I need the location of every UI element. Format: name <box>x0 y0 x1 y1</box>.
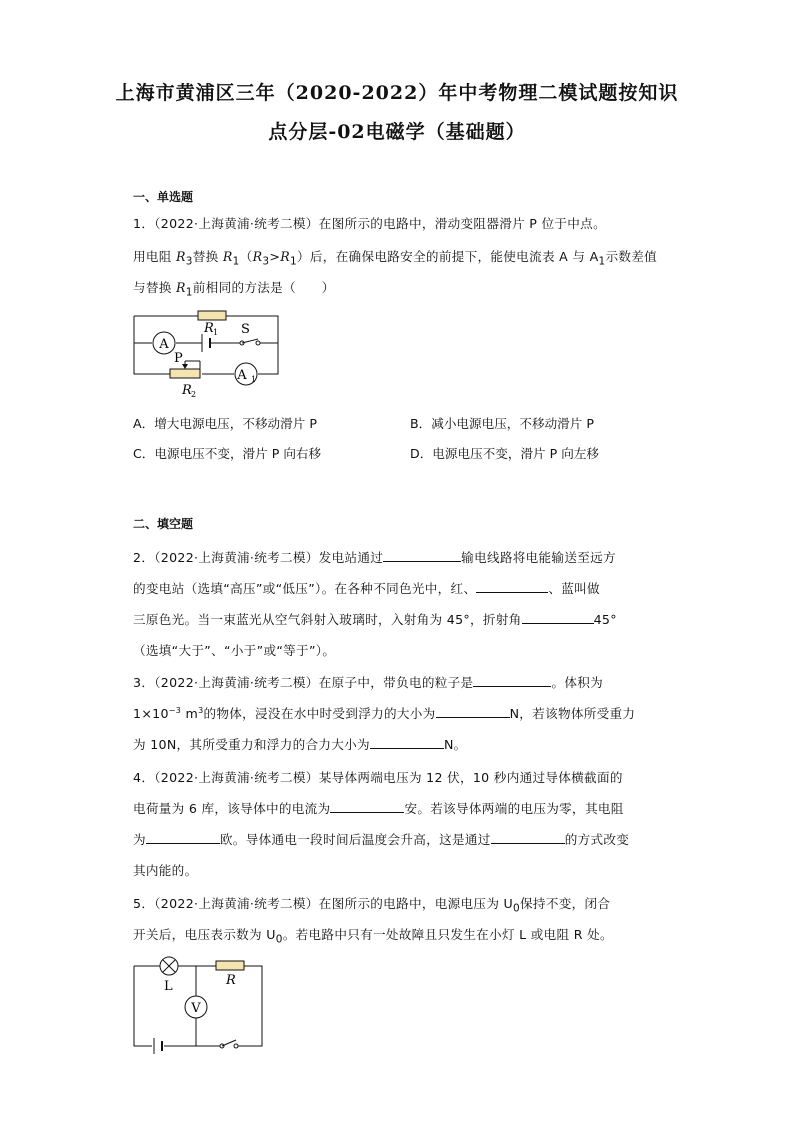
q5-line2: 开关后，电压表示数为 $U_0$。若电路中只有一处故障且只发生在小灯 L 或电阻 R 处。 <box>133 927 613 946</box>
q3-blank-2[interactable] <box>436 706 510 718</box>
q5-line1: 5．（2022·上海黄浦·统考二模）在图所示的电路中，电源电压为 $U_0$保持不变，闭合 <box>133 896 611 915</box>
q2-blank-3[interactable] <box>522 612 594 624</box>
switch-contact-right <box>234 1044 238 1048</box>
r1-label: R <box>204 321 214 336</box>
doc-title-line1: 上海市黄浦区三年（2020-2022）年中考物理二模试题按知识 <box>115 82 679 104</box>
r1-label-sub: 1 <box>213 328 219 337</box>
switch-label: S <box>241 322 250 337</box>
r2-label: R <box>182 383 192 398</box>
lamp-label: L <box>164 979 173 994</box>
resistor-r <box>216 961 244 970</box>
ammeter-a1-label: A <box>237 368 247 383</box>
slider-label: P <box>174 351 183 366</box>
r2-label-sub: 2 <box>191 390 197 398</box>
q5-circuit-diagram <box>130 952 270 1056</box>
q2-line3: 三原色光。当一束蓝光从空气斜射入玻璃时，入射角为 45°，折射角 45° <box>133 612 617 627</box>
section-fill-blank: 二、填空题 <box>133 517 194 531</box>
q4-blank-3[interactable] <box>491 832 565 844</box>
q1-option-d[interactable]: D．电源电压不变，滑片 P 向左移 <box>410 446 600 461</box>
resistor-r2 <box>170 369 200 378</box>
voltmeter-label: V <box>191 1001 201 1016</box>
ammeter-a1-sub: 1 <box>251 375 257 384</box>
switch-contact-right <box>256 341 260 345</box>
q1-line2: 用电阻 $R_3$替换 $R_1(R_3>R_1)$后，在确保电路安全的前提下，能使电流表 A 与 $A_1$示数差值 <box>133 249 658 268</box>
resistor-r-label: R <box>226 973 236 988</box>
section-single-choice: 一、单选题 <box>133 190 194 204</box>
q3-blank-3[interactable] <box>370 737 444 749</box>
q1-line3: 与替换 $R_1$前相同的方法是（ ） <box>133 280 335 299</box>
q4-blank-1[interactable] <box>330 801 404 813</box>
q3-line3: 为 10N，其所受重力和浮力的合力大小为 N。 <box>133 737 467 752</box>
q4-blank-2[interactable] <box>146 832 220 844</box>
q4-line3: 为 欧。导体通电一段时间后温度会升高，这是通过 的方式改变 <box>133 832 630 847</box>
q3-line2: $1\times 10^{-3}$ $m^3$的物体，浸没在水中时受到浮力的大小为 N，若该物体所受重力 <box>133 705 636 721</box>
q1-option-b[interactable]: B．减小电源电压，不移动滑片 P <box>410 416 594 431</box>
q2-blank-1[interactable] <box>383 550 461 562</box>
doc-title-line2: 点分层-02电磁学（基础题） <box>268 121 526 143</box>
q1-option-a[interactable]: A．增大电源电压，不移动滑片 P <box>133 416 317 431</box>
q3-line1: 3．（2022·上海黄浦·统考二模）在原子中，带负电的粒子是 。体积为 <box>133 675 604 690</box>
slider-arrow-icon <box>182 364 188 369</box>
q2-line4: （选填“大于”、“小于”或“等于”）。 <box>133 643 336 658</box>
q1-line1: 1．（2022·上海黄浦·统考二模）在图所示的电路中，滑动变阻器滑片 P 位于中点。 <box>133 216 606 231</box>
q4-line4: 其内能的。 <box>133 863 198 878</box>
q1-circuit-diagram <box>130 306 285 398</box>
q2-line2: 的变电站（选填“高压”或“低压”）。在各种不同色光中，红、 、蓝叫做 <box>133 581 600 596</box>
q4-line1: 4．（2022·上海黄浦·统考二模）某导体两端电压为 12 伏，10 秒内通过导体横截面的 <box>133 770 623 785</box>
q4-line2: 电荷量为 6 库，该导体中的电流为 安。若该导体两端的电压为零，其电阻 <box>133 801 624 816</box>
q2-line1: 2．（2022·上海黄浦·统考二模）发电站通过 输电线路将电能输送至远方 <box>133 550 616 565</box>
q3-blank-1[interactable] <box>473 675 551 687</box>
q1-option-c[interactable]: C．电源电压不变，滑片 P 向右移 <box>133 446 322 461</box>
resistor-r1 <box>198 311 226 320</box>
q2-blank-2[interactable] <box>476 581 548 593</box>
ammeter-a-label: A <box>159 337 169 352</box>
